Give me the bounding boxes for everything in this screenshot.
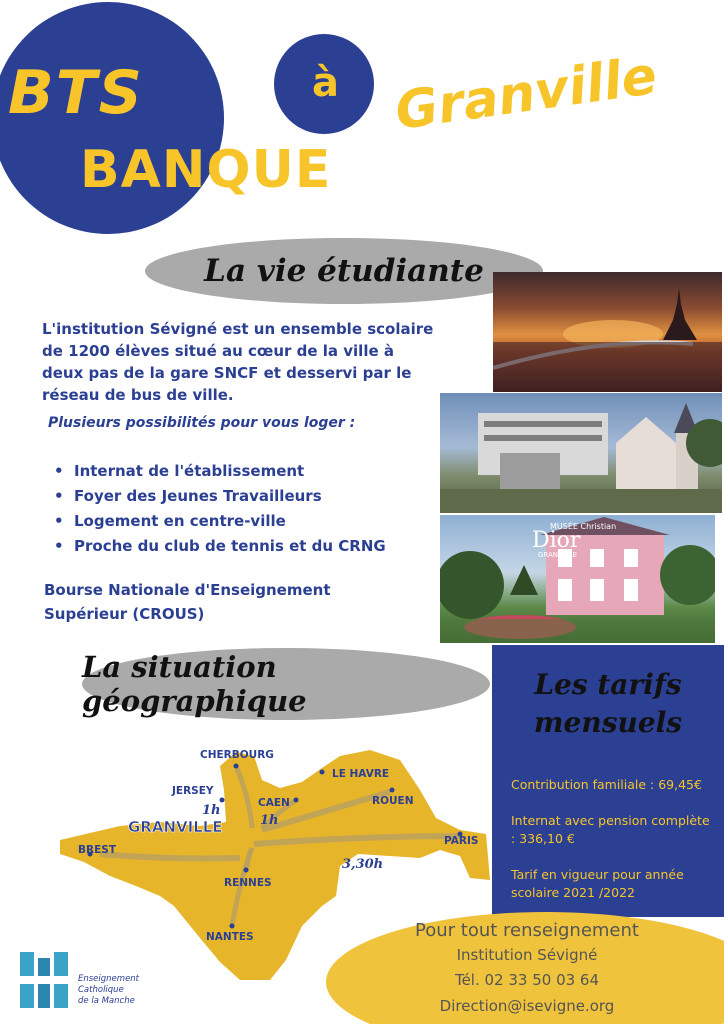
city-dot [294,798,299,803]
photo-mont-saint-michel [493,272,722,392]
city-dot [390,788,395,793]
city-label-cherbourg: CHERBOURG [200,749,274,761]
list-item: • Logement en centre-ville [54,509,386,534]
dior-villa-illustration [440,515,715,643]
city-label-rouen: ROUEN [372,795,414,807]
title-city: Granville [391,45,661,142]
housing-list [54,459,386,559]
city-label-jersey: JERSEY [172,785,214,797]
logo-line: de la Manche [78,996,135,1006]
intro-paragraph: L'institution Sévigné est un ensemble scolaire de 1200 élèves situé au cœur de la ville à deux pas de la gare SNCF et desservi par le réseau de bus de ville. [42,320,434,404]
housing-heading: Plusieurs possibilités pour vous loger : [48,415,356,431]
scholarship-text: Bourse Nationale d'Enseignement Supérieur (CROUS) [44,581,331,623]
city-label-nantes: NANTES [206,931,254,943]
logo-line: Enseignement [78,974,140,984]
contact-phone[interactable]: Tél. 02 33 50 03 64 [454,971,600,989]
title-a: à [312,60,339,106]
tarif-item: Contribution familiale : 69,45€ [511,777,702,792]
tarifs-title: Les tarifs mensuels [533,668,683,739]
dior-label-sub: GRANVILLE [538,551,578,559]
section-title-situation-geographique: La situation géographique [82,648,490,720]
campus-illustration [440,393,722,513]
title-bts: BTS [8,58,144,128]
list-item: • Proche du club de tennis et du CRNG [54,534,386,559]
city-label-rennes: RENNES [224,877,272,889]
duration-jersey: 1h [202,803,221,818]
list-item: • Foyer des Jeunes Travailleurs [54,484,386,509]
contact-email[interactable]: Direction@isevigne.org [439,997,615,1015]
logo-line: Catholique [78,985,124,995]
contact-institution: Institution Sévigné [456,946,598,964]
section-title-vie-etudiante: La vie étudiante [145,238,543,304]
logo-text [78,974,139,1007]
dior-label-small: MUSÉE Christian [550,522,617,531]
city-dot [220,798,225,803]
duration-caen: 1h [260,813,279,828]
city-label-brest: BREST [78,844,116,856]
duration-paris: 3,30h [342,857,384,872]
contact-heading: Pour tout renseignement [415,920,639,941]
mont-saint-michel-illustration [493,272,722,392]
city-dot [230,924,235,929]
city-label-paris: PARIS [444,835,479,847]
city-dot [234,764,239,769]
city-dot [244,868,249,873]
city-label-granville: GRANVILLE [128,818,223,836]
dior-label: Dior [532,528,581,553]
photo-musee-dior [440,515,715,643]
city-label-caen: CAEN [258,797,290,809]
title-banque: BANQUE [80,140,332,200]
city-label-le-havre: LE HAVRE [332,768,390,780]
tarif-item: Internat avec pension complète : 336,10 € [511,813,710,846]
logo-icon [18,950,78,1012]
city-dot [320,770,325,775]
tarif-item: Tarif en vigueur pour année scolaire 2021 /2022 [511,867,684,900]
photo-campus [440,393,722,513]
list-item: • Internat de l'établissement [54,459,386,484]
